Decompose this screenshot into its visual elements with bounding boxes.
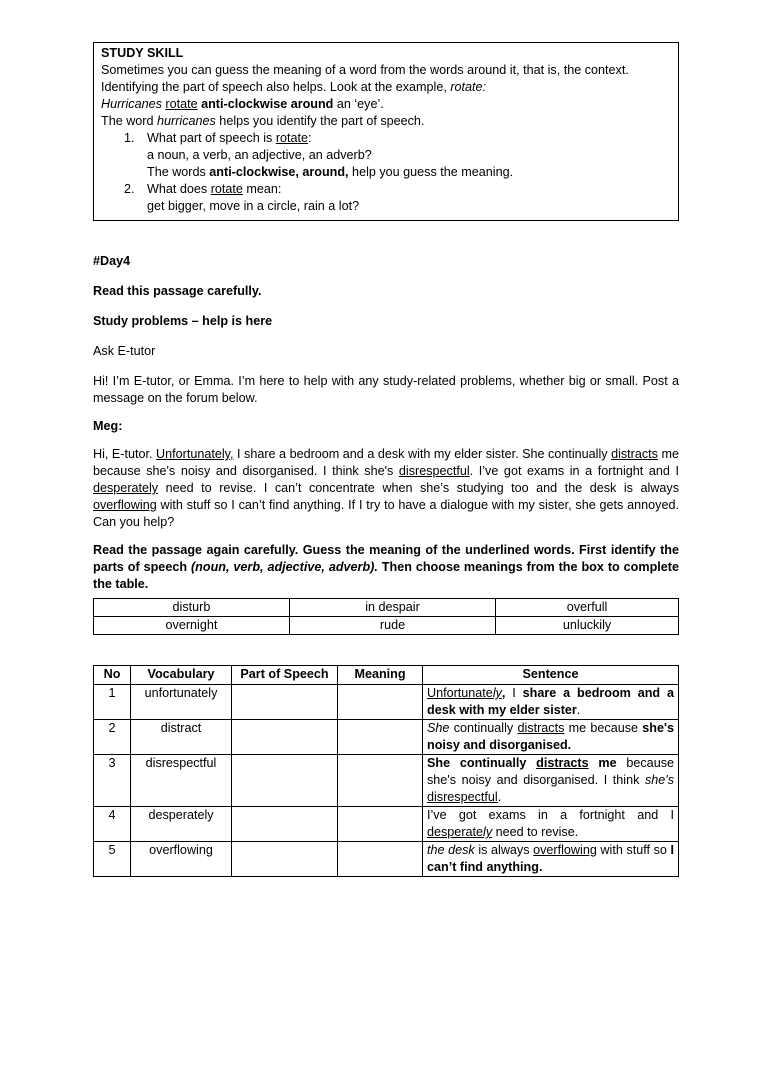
table-row: 5 overflowing the desk is always overflowing with stuff so I can’t find anything. (94, 842, 679, 877)
header-meaning: Meaning (338, 666, 423, 685)
instruction-guess: Read the passage again carefully. Guess the meaning of the underlined words. First identify the parts of speech (noun, verb, adjective, adverb). Then choose meanings from the box to complete the table. (93, 543, 679, 591)
option-cell: overnight (94, 617, 290, 635)
table-row: 2 distract She continually distracts me because she's noisy and disorganised. (94, 720, 679, 755)
part-of-speech-tip: Identifying the part of speech also helps. Look at the example, rotate: (101, 80, 487, 94)
context-tip: Sometimes you can guess the meaning of a word from the words around it, that is, the context. (101, 63, 629, 77)
study-questions (101, 130, 671, 215)
part-of-speech-cell[interactable] (232, 685, 338, 720)
table-row: 4 desperately I’ve got exams in a fortnight and I desperately need to revise. (94, 807, 679, 842)
meaning-cell[interactable] (338, 807, 423, 842)
meg-message: Hi, E-tutor. Unfortunately, I share a bedroom and a desk with my elder sister. She continually distracts me because she's noisy and disorganised. I think she's disrespectful. I’ve got exams in a fortnight and I desperately need to revise. I can’t concentrate when she’s studying too and the desk is always overflowing with stuff so I can’t find anything. If I try to have a dialogue with my sister, she gets annoyed. Can you help? (93, 447, 680, 529)
options-row (94, 617, 679, 635)
hurricane-example: Hurricanes rotate anti-clockwise around an ‘eye’. (101, 97, 384, 111)
meaning-cell[interactable] (338, 720, 423, 755)
table-row: 3 disrespectful She continually distracts me because she's noisy and disorganised. I think she's disrespectful. (94, 755, 679, 807)
study-skill-box (93, 42, 679, 221)
question-1: 1. What part of speech is rotate: a noun, a verb, an adjective, an adverb? The words anti-clockwise, around, help you guess the meaning. (124, 131, 514, 179)
option-cell: in despair (289, 599, 495, 617)
header-sentence: Sentence (423, 666, 679, 685)
day-label: #Day4 (93, 254, 131, 268)
sentence-cell: the desk is always overflowing with stuff so I can’t find anything. (423, 842, 679, 877)
ask-etutor: Ask E-tutor (93, 344, 156, 358)
option-cell: unluckily (496, 617, 679, 635)
part-of-speech-cell[interactable] (232, 807, 338, 842)
option-cell: rude (289, 617, 495, 635)
vocabulary-table (93, 665, 679, 877)
option-cell: disturb (94, 599, 290, 617)
header-vocabulary: Vocabulary (131, 666, 232, 685)
options-row (94, 599, 679, 617)
table-row: 1 unfortunately Unfortunately, I share a bedroom and a desk with my elder sister. (94, 685, 679, 720)
question-2: 2. What does rotate mean: get bigger, move in a circle, rain a lot? (124, 182, 360, 213)
passage-title: Study problems – help is here (93, 314, 273, 328)
part-of-speech-cell[interactable] (232, 755, 338, 807)
etutor-intro: Hi! I’m E-tutor, or Emma. I’m here to help with any study-related problems, whether big or small. Post a message on the forum below. (93, 374, 679, 405)
hurricanes-note: The word hurricanes helps you identify the part of speech. (101, 114, 425, 128)
option-cell: overfull (496, 599, 679, 617)
study-skill-heading: STUDY SKILL (101, 46, 184, 60)
meaning-options-box (93, 598, 679, 635)
instruction-read: Read this passage carefully. (93, 284, 262, 298)
sentence-cell: Unfortunately, I share a bedroom and a desk with my elder sister. (423, 685, 679, 720)
meaning-cell[interactable] (338, 755, 423, 807)
sentence-cell: I’ve got exams in a fortnight and I desperately need to revise. (423, 807, 679, 842)
header-no: No (94, 666, 131, 685)
table-header-row (94, 666, 679, 685)
part-of-speech-cell[interactable] (232, 720, 338, 755)
meaning-cell[interactable] (338, 842, 423, 877)
worksheet-page (93, 42, 679, 877)
sentence-cell: She continually distracts me because she's noisy and disorganised. I think she's disrespectful. (423, 755, 679, 807)
part-of-speech-cell[interactable] (232, 842, 338, 877)
meg-label: Meg: (93, 419, 123, 433)
header-part-of-speech: Part of Speech (232, 666, 338, 685)
sentence-cell: She continually distracts me because she's noisy and disorganised. (423, 720, 679, 755)
meaning-cell[interactable] (338, 685, 423, 720)
